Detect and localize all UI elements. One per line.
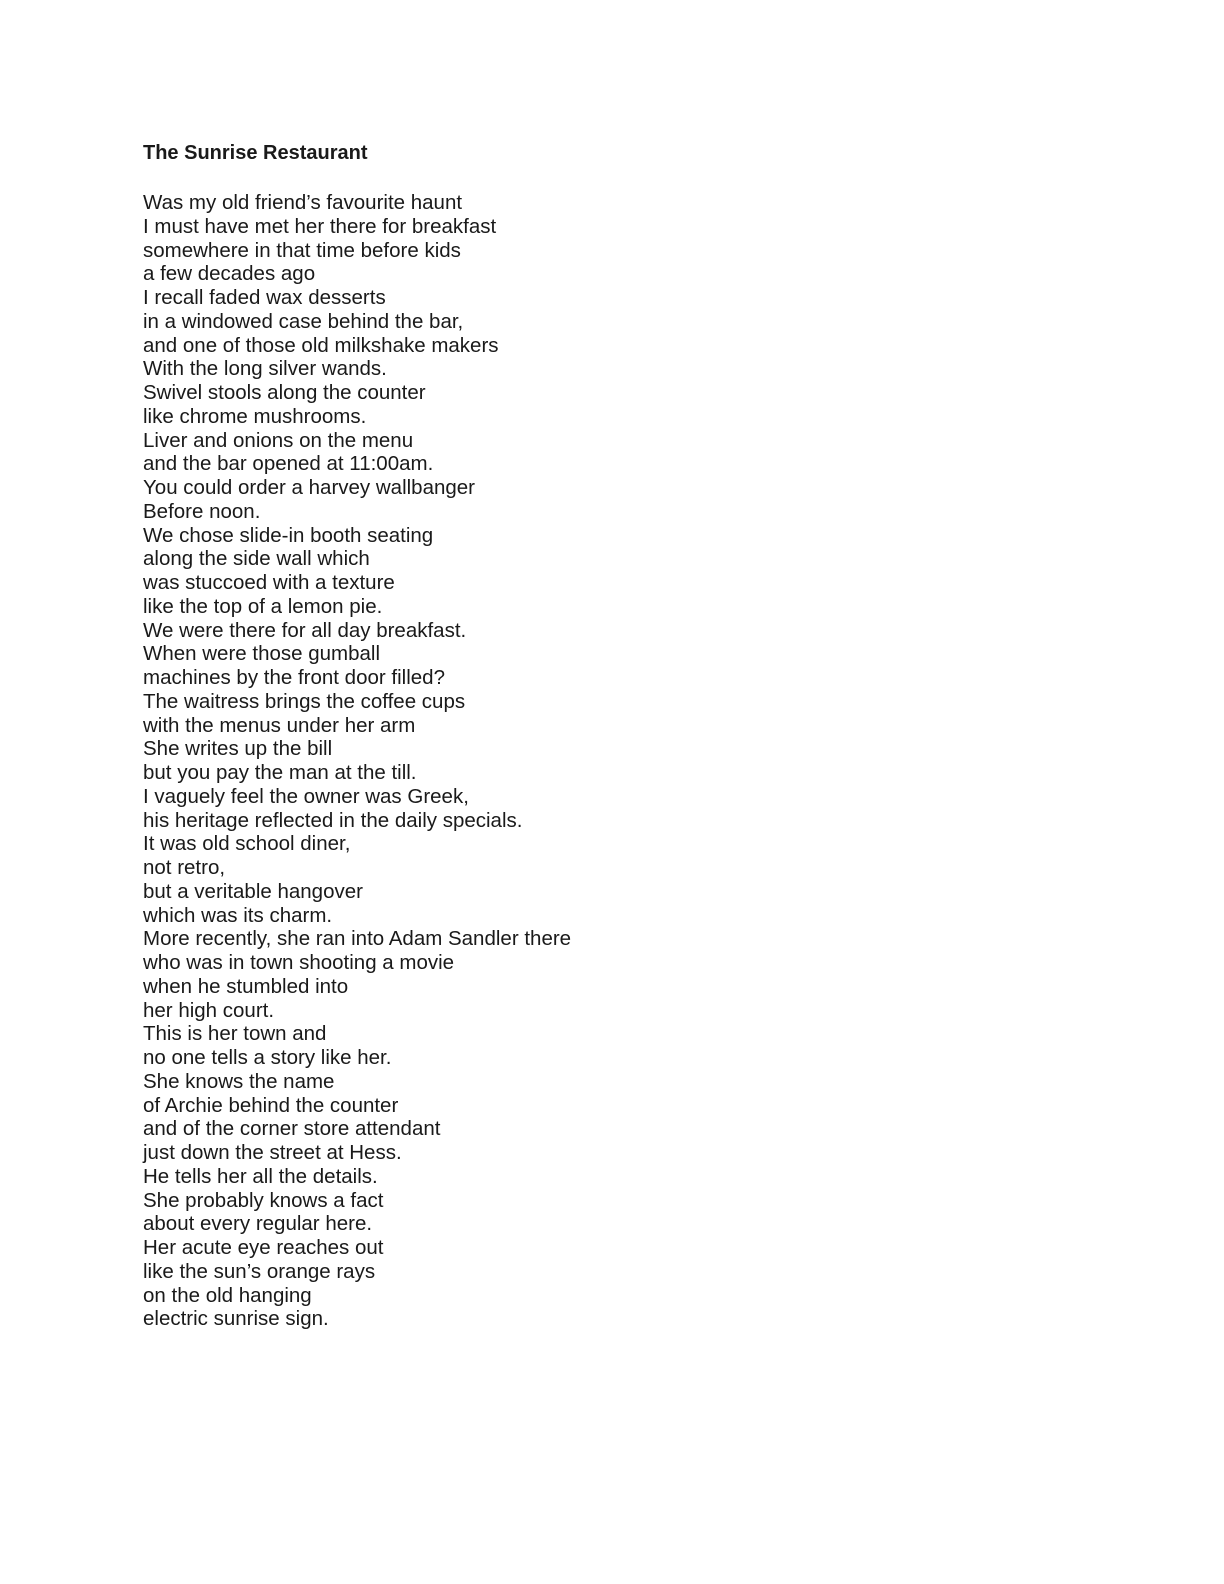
poem-line: like chrome mushrooms. (143, 404, 367, 428)
poem-line: She knows the name (143, 1069, 335, 1093)
poem-line: We were there for all day breakfast. (143, 618, 467, 642)
poem-line: her high court. (143, 998, 275, 1022)
poem-line: I recall faded wax desserts (143, 286, 386, 309)
poem-line: along the side wall which (143, 547, 370, 571)
poem-line: Was my old friend’s favourite haunt (143, 191, 463, 214)
poem-line: When were those gumball (143, 642, 381, 666)
poem-line: machines by the front door filled? (143, 666, 445, 689)
poem-line: I vaguely feel the owner was Greek, (143, 784, 469, 808)
poem-line: a few decades ago (143, 262, 316, 286)
poem-line: no one tells a story like her. (143, 1046, 392, 1069)
poem-line: I must have met her there for breakfast (143, 214, 497, 238)
poem-line: when he stumbled into (143, 974, 349, 998)
poem-line: and the bar opened at 11:00am. (143, 452, 434, 476)
poem-line: but you pay the man at the till. (143, 761, 417, 784)
poem-line: but a veritable hangover (143, 879, 363, 903)
poem-line: You could order a harvey wallbanger (143, 476, 476, 499)
poem-line: We chose slide-in booth seating (143, 523, 434, 547)
poem-line: of Archie behind the counter (143, 1093, 399, 1117)
poem-line: in a windowed case behind the bar, (143, 309, 464, 333)
poem-line: Before noon. (143, 499, 261, 523)
poem-line: This is her town and (143, 1022, 327, 1046)
poem-line: She probably knows a fact (143, 1188, 384, 1212)
poem-line: like the sun’s orange rays (143, 1259, 376, 1283)
poem-line: was stuccoed with a texture (143, 571, 395, 594)
poem-title: The Sunrise Restaurant (143, 142, 368, 164)
poem-line: With the long silver wands. (143, 357, 387, 381)
poem-line: electric sunrise sign. (143, 1307, 329, 1331)
poem-line: Swivel stools along the counter (143, 381, 426, 404)
poem-line: who was in town shooting a movie (143, 951, 455, 974)
poem-body (143, 191, 571, 1331)
poem-line: somewhere in that time before kids (143, 238, 461, 262)
poem-line: She writes up the bill (143, 737, 333, 761)
poem-line: on the old hanging (143, 1283, 312, 1307)
poem-line: with the menus under her arm (143, 713, 416, 737)
poem-line: his heritage reflected in the daily specials. (143, 808, 523, 832)
poem-line: just down the street at Hess. (143, 1141, 402, 1164)
poem-line: It was old school diner, (143, 832, 351, 856)
poem-line: and one of those old milkshake makers (143, 333, 499, 357)
poem-line: More recently, she ran into Adam Sandler there (143, 927, 572, 951)
poem-line: Liver and onions on the menu (143, 428, 414, 452)
poem-line: and of the corner store attendant (143, 1117, 441, 1141)
poem-line: like the top of a lemon pie. (143, 594, 383, 618)
poem-line: He tells her all the details. (143, 1164, 378, 1188)
poem-line: which was its charm. (143, 903, 333, 927)
poem-line: The waitress brings the coffee cups (143, 689, 466, 713)
poem-line: Her acute eye reaches out (143, 1236, 384, 1259)
poem-line: not retro, (143, 856, 226, 879)
poem-line: about every regular here. (143, 1212, 373, 1236)
